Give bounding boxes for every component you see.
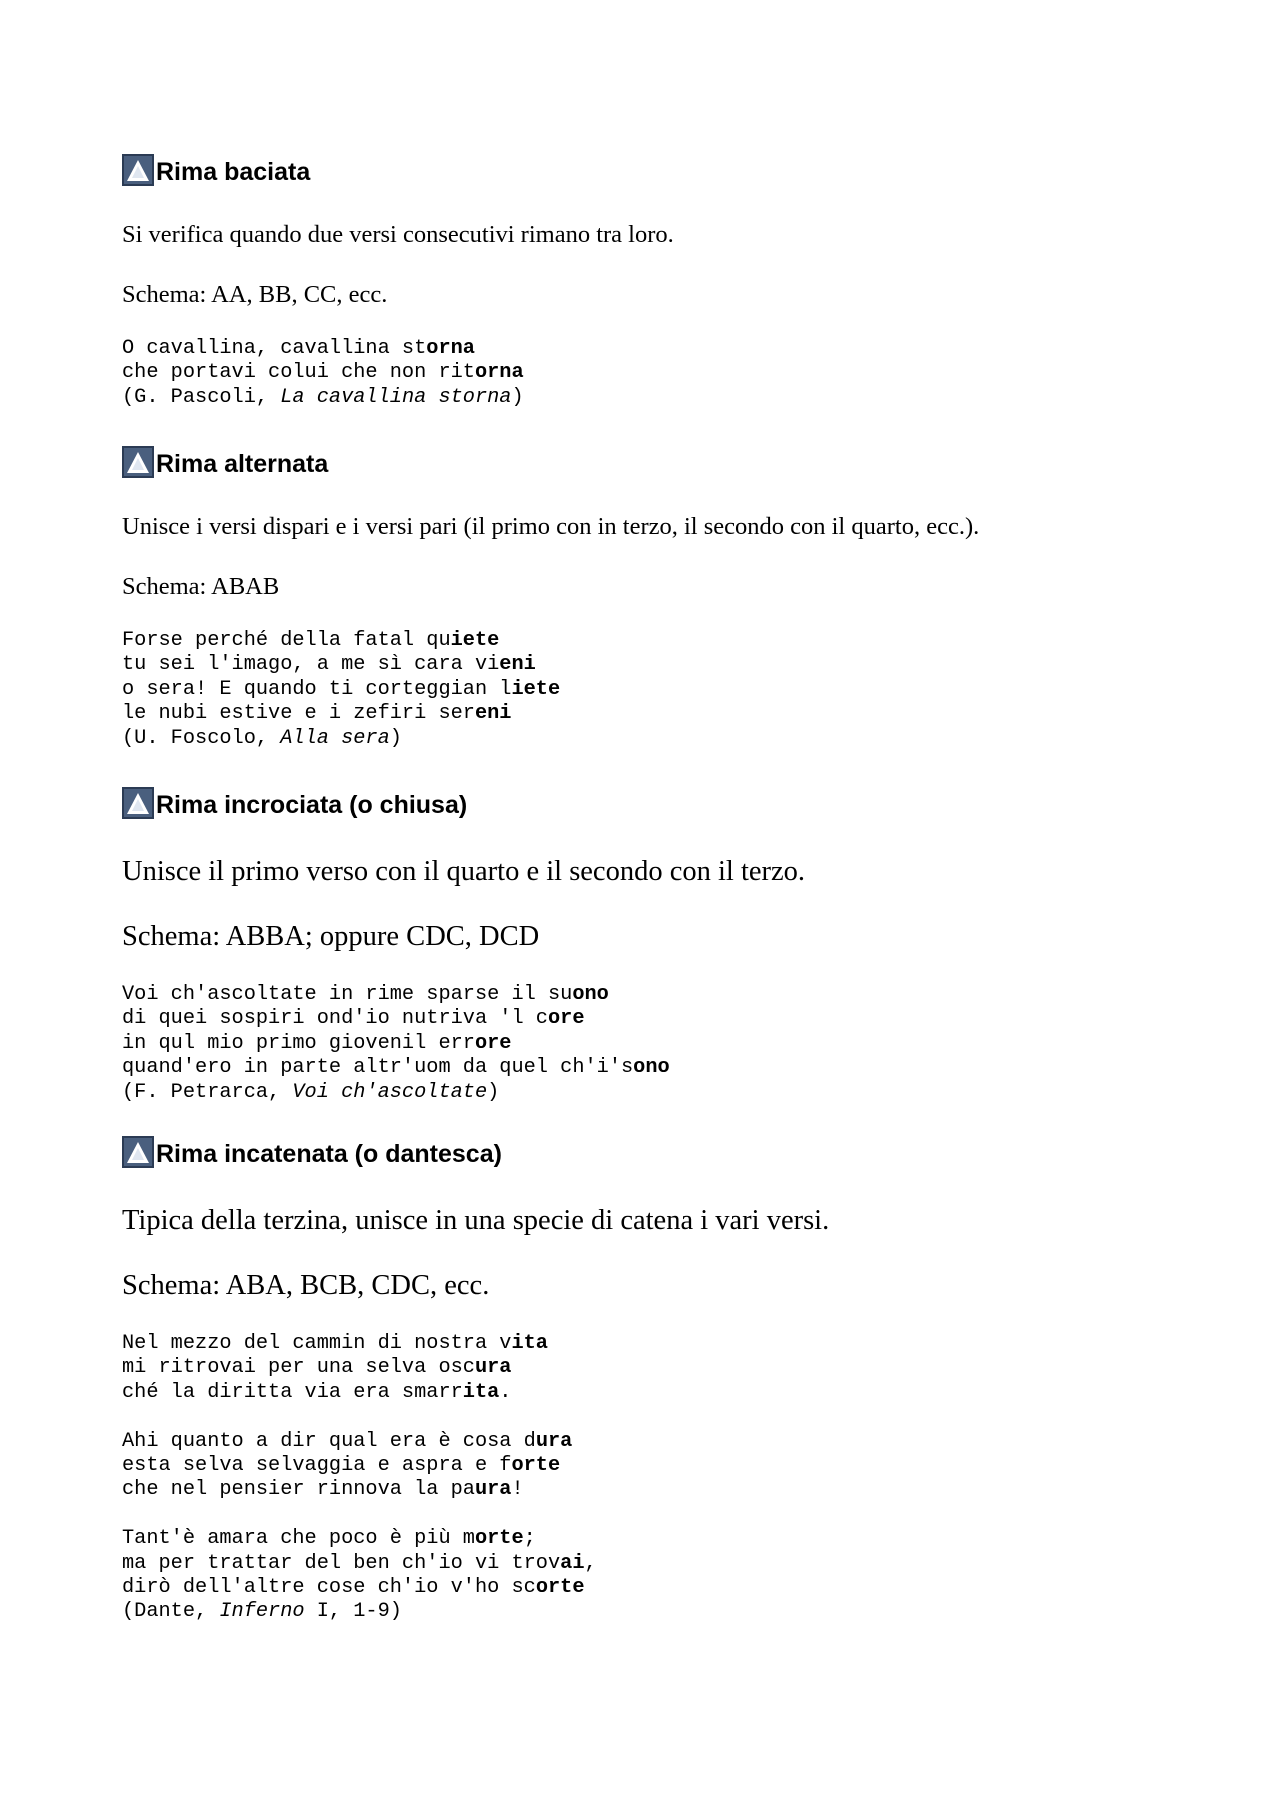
verse-text: di quei sospiri ond'io nutriva 'l c xyxy=(122,1007,548,1031)
section-title: Rima incrociata (o chiusa) xyxy=(156,791,468,819)
verse-block xyxy=(122,983,670,1105)
verse-text: ) xyxy=(511,385,524,409)
work-title: La cavallina storna xyxy=(280,385,512,409)
rhyme-ending: ura xyxy=(474,1356,512,1380)
section-description: Si verifica quando due versi consecutivi rimano tra loro. xyxy=(122,221,674,248)
verse-line xyxy=(122,1576,585,1599)
verse-text: quand'ero in parte altr'uom da quel ch'i's xyxy=(122,1056,634,1080)
verse-line xyxy=(122,337,475,360)
section-title: Rima alternata xyxy=(156,450,329,478)
work-title: Alla sera xyxy=(280,726,390,750)
rhyme-ending: ita xyxy=(511,1332,548,1355)
verse-line xyxy=(122,1430,572,1453)
verse-text: O cavallina, cavallina st xyxy=(122,337,427,360)
up-arrow-icon[interactable] xyxy=(122,446,154,478)
section-rima-incrociata xyxy=(122,783,806,1104)
verse-text: . xyxy=(499,1380,512,1404)
verse-text: , xyxy=(584,1551,597,1575)
verse-line xyxy=(122,983,609,1006)
verse-line xyxy=(122,1454,560,1477)
section-heading xyxy=(122,1132,502,1168)
verse-line xyxy=(122,1032,511,1055)
up-arrow-icon[interactable] xyxy=(122,154,154,186)
rhyme-ending: ura xyxy=(474,1478,512,1502)
verse-block xyxy=(122,629,560,751)
verse-line xyxy=(122,1381,511,1404)
verse-line xyxy=(122,361,524,384)
verse-text: che portavi colui che non rit xyxy=(122,361,475,385)
verse-line xyxy=(122,702,511,725)
rhyme-ending: eni xyxy=(499,653,536,677)
verse-text: ! xyxy=(511,1478,524,1502)
verse-line xyxy=(122,1600,402,1623)
verse-text: in qul mio primo giovenil err xyxy=(122,1031,475,1055)
verse-text: esta selva selvaggia e aspra e f xyxy=(122,1454,512,1478)
verse-text: (F. Petrarca, xyxy=(122,1080,293,1104)
rhyme-ending: orte xyxy=(535,1576,585,1600)
verse-text: (U. Foscolo, xyxy=(122,726,281,750)
verse-text: (Dante, xyxy=(122,1600,220,1624)
verse-text: mi ritrovai per una selva osc xyxy=(122,1356,475,1380)
verse-text: ; xyxy=(523,1527,536,1551)
verse-line xyxy=(122,727,402,750)
section-rima-alternata xyxy=(122,442,980,750)
rhyme-ending: orna xyxy=(474,361,524,385)
section-heading xyxy=(122,150,310,186)
work-title: Inferno xyxy=(219,1600,305,1624)
verse-text: I, 1-9) xyxy=(304,1600,402,1624)
verse-line xyxy=(122,1527,536,1550)
rhyme-ending: iete xyxy=(511,677,561,701)
verse-text: dirò dell'altre cose ch'io v'ho sc xyxy=(122,1576,536,1600)
verse-line xyxy=(122,386,524,409)
verse-line xyxy=(122,678,560,701)
verse-line xyxy=(122,1007,585,1030)
work-title: Voi ch'ascoltate xyxy=(292,1080,488,1104)
verse-text: ) xyxy=(389,726,402,750)
verse-line xyxy=(122,1356,511,1379)
section-rima-baciata xyxy=(122,150,674,409)
verse-text: Forse perché della fatal qu xyxy=(122,629,451,652)
verse-text: (G. Pascoli, xyxy=(122,385,281,409)
up-arrow-icon[interactable] xyxy=(122,787,154,819)
rhyme-ending: orte xyxy=(474,1527,524,1551)
rhyme-ending: orte xyxy=(511,1454,561,1478)
verse-line xyxy=(122,1478,524,1501)
verse-text: o sera! E quando ti corteggian l xyxy=(122,677,512,701)
verse-text: ) xyxy=(487,1080,500,1104)
verse-block xyxy=(122,1332,597,1625)
verse-line xyxy=(122,1081,499,1104)
rhyme-ending: eni xyxy=(474,702,512,726)
rhyme-ending: ore xyxy=(547,1007,585,1031)
verse-text: ché la diritta via era smarr xyxy=(122,1380,463,1404)
section-description: Unisce i versi dispari e i versi pari (il primo con in terzo, il secondo con il quarto, ecc.). xyxy=(122,513,980,540)
rhyme-ending: ai xyxy=(560,1551,585,1575)
rhyme-ending: ore xyxy=(474,1031,512,1055)
verse-line xyxy=(122,629,499,652)
verse-line xyxy=(122,653,536,676)
verse-text: ma per trattar del ben ch'io vi trov xyxy=(122,1551,561,1575)
section-rima-incatenata xyxy=(122,1132,830,1624)
verse-text: Nel mezzo del cammin di nostra v xyxy=(122,1332,512,1355)
section-title: Rima incatenata (o dantesca) xyxy=(156,1140,502,1168)
verse-line xyxy=(122,1056,670,1079)
rhyme-ending: iete xyxy=(450,629,500,652)
verse-text: Tant'è amara che poco è più m xyxy=(122,1527,475,1551)
section-schema: Schema: ABA, BCB, CDC, ecc. xyxy=(122,1270,490,1301)
verse-line xyxy=(122,1552,597,1575)
section-schema: Schema: ABBA; oppure CDC, DCD xyxy=(122,921,540,952)
verse-line xyxy=(122,1332,548,1355)
rhyme-ending: ura xyxy=(535,1429,573,1453)
section-description: Unisce il primo verso con il quarto e il secondo con il terzo. xyxy=(122,856,806,887)
verse-text: tu sei l'imago, a me sì cara vi xyxy=(122,653,500,677)
verse-text: che nel pensier rinnova la pa xyxy=(122,1478,475,1502)
verse-block xyxy=(122,337,524,410)
section-schema: Schema: AA, BB, CC, ecc. xyxy=(122,281,388,308)
section-description: Tipica della terzina, unisce in una specie di catena i vari versi. xyxy=(122,1205,830,1236)
section-title: Rima baciata xyxy=(156,158,311,186)
section-schema: Schema: ABAB xyxy=(122,573,280,600)
section-heading xyxy=(122,442,328,478)
verse-text: Voi ch'ascoltate in rime sparse il su xyxy=(122,983,573,1006)
rhyme-ending: ono xyxy=(572,983,609,1006)
rhyme-ending: orna xyxy=(426,337,475,360)
verse-text: Ahi quanto a dir qual era è cosa d xyxy=(122,1429,536,1453)
up-arrow-icon[interactable] xyxy=(122,1136,154,1168)
rhyme-ending: ono xyxy=(633,1056,670,1080)
section-heading xyxy=(122,783,467,819)
rhyme-ending: ita xyxy=(462,1380,500,1404)
verse-text: le nubi estive e i zefiri ser xyxy=(122,702,475,726)
